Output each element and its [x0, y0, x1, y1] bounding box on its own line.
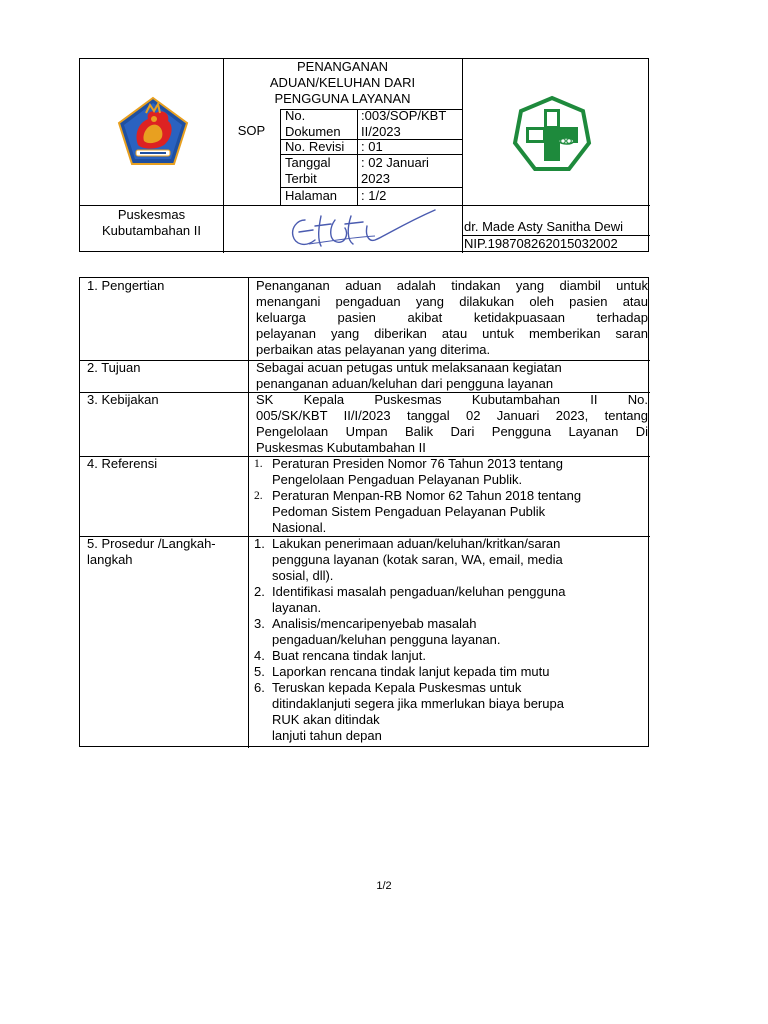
title-line: PENANGANAN — [296, 59, 389, 74]
emblem-icon — [116, 95, 190, 167]
row-content-kebijakan: SK Kepala Puskesmas Kubutambahan II No. 005/SK/KBT II/I/2023 tanggal 02 Januari 2023, tentang Pengelolaan Umpan Balik Dari Pengguna Layanan Di Puskesmas Kubutambahan II — [256, 392, 648, 455]
list-item: 2. Peraturan Menpan-RB Nomor 62 Tahun 2018 tentang Pedoman Sistem Pengaduan Pelayanan Publik Nasional. — [254, 488, 582, 535]
meta-label-halaman: Halaman — [285, 188, 338, 203]
procedure-table — [79, 277, 649, 747]
title-line: ADUAN/KELUHAN DARI — [269, 75, 416, 90]
row-label-tujuan: 2. Tujuan — [87, 360, 141, 375]
puskesmas-cross-icon — [512, 95, 592, 175]
row-content-pengertian: Penanganan aduan adalah tindakan yang diambil untuk menangani pengaduan yang dilakukan oleh pasien atau keluarga pasien akibat ketidakpuasaan terhadap pelayanan yang diberikan atau untuk memberikan saran perbaikan atas pelayanan yang diterima. — [256, 278, 648, 357]
signer-nip: NIP.198708262015032002 — [464, 236, 618, 251]
meta-label-no-revisi: No. Revisi — [285, 139, 345, 154]
row-label-prosedur: 5. Prosedur /Langkah- langkah — [87, 536, 216, 567]
regency-emblem-logo — [116, 95, 190, 167]
divider — [280, 109, 281, 205]
list-item: 2. Identifikasi masalah pengaduan/keluhan pengguna layanan. — [254, 584, 566, 615]
divider — [357, 109, 358, 205]
meta-value-no-revisi: : 01 — [361, 139, 383, 154]
meta-value-tanggal-terbit: : 02 Januari 2023 — [361, 155, 429, 186]
puskesmas-logo — [512, 95, 592, 175]
row-content-prosedur — [252, 536, 644, 744]
title-line: PENGGUNA LAYANAN — [274, 91, 411, 106]
organization-name: Puskesmas Kubutambahan II — [101, 207, 202, 238]
document-title — [223, 59, 462, 107]
meta-label-tanggal-terbit: Tanggal Terbit — [285, 155, 331, 186]
meta-value-no-dokumen: :003/SOP/KBT II/2023 — [361, 108, 447, 139]
row-content-referensi — [252, 456, 644, 536]
sop-label: SOP — [237, 123, 266, 138]
signature-scribble-icon — [285, 206, 461, 252]
signer-name: dr. Made Asty Sanitha Dewi — [464, 219, 623, 234]
list-item: 5. Laporkan rencana tindak lanjut kepada tim mutu — [254, 664, 550, 679]
list-item: 1. Peraturan Presiden Nomor 76 Tahun 2013 tentang Pengelolaan Pengaduan Pelayanan Publik. — [254, 456, 564, 487]
signature — [285, 206, 461, 252]
list-item: 1. Lakukan penerimaan aduan/keluhan/kritkan/saran pengguna layanan (kotak saran, WA, email, media sosial, dll). — [254, 536, 563, 583]
meta-value-halaman: : 1/2 — [361, 188, 387, 203]
page-number: 1/2 — [376, 880, 392, 892]
divider — [248, 278, 249, 748]
row-content-tujuan: Sebagai acuan petugas untuk melaksanaan kegiatan penanganan aduan/keluhan dari pengguna layanan — [256, 360, 562, 391]
divider — [462, 59, 463, 253]
row-label-pengertian: 1. Pengertian — [87, 278, 165, 293]
list-item: 3. Analisis/mencaripenyebab masalah pengaduan/keluhan pengguna layanan. — [254, 616, 501, 647]
list-item: 4. Buat rencana tindak lanjut. — [254, 648, 426, 663]
meta-label-no-dokumen: No. Dokumen — [285, 108, 341, 139]
header-table — [79, 58, 649, 252]
list-item: 6. Teruskan kepada Kepala Puskesmas untuk ditindaklanjuti segera jika mmerlukan biaya berupa RUK akan ditindak lanjuti tahun depan — [254, 680, 564, 743]
row-label-referensi: 4. Referensi — [87, 456, 158, 471]
row-label-kebijakan: 3. Kebijakan — [87, 392, 159, 407]
